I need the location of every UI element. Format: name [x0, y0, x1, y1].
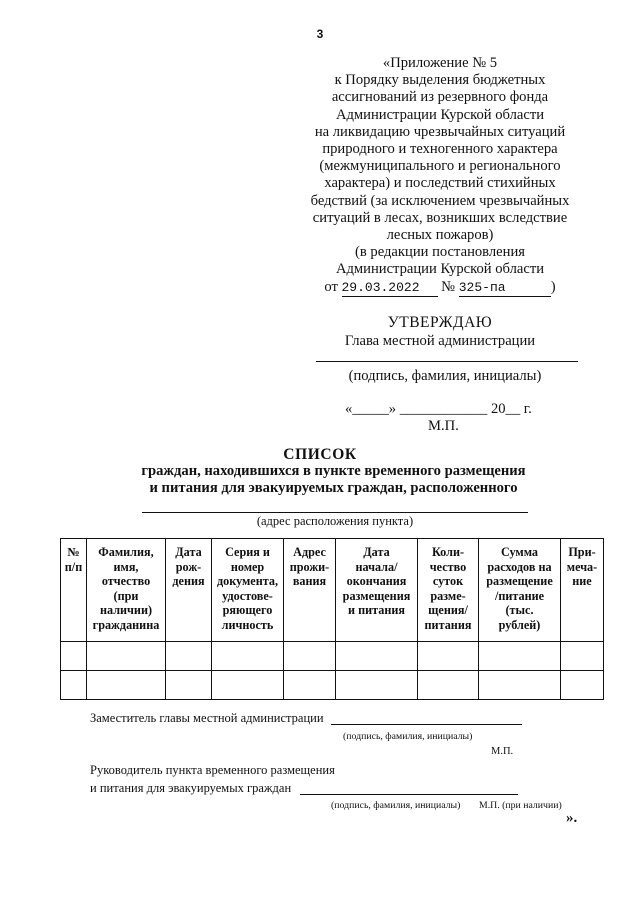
appendix-line: Администрации Курской области [335, 261, 545, 278]
column-header: Дата рож- дения [166, 539, 212, 642]
table-cell [87, 642, 166, 671]
table-cell [284, 642, 336, 671]
closing-quote: ». [566, 810, 578, 826]
appendix-line: (межмуниципального и регионального [319, 158, 561, 175]
table-cell [166, 642, 212, 671]
head-label-line2: и питания для эвакуируемых граждан [90, 781, 292, 795]
head-label-line1: Руководитель пункта временного размещения [90, 763, 335, 777]
appendix-line: на ликвидацию чрезвычайных ситуаций [314, 123, 566, 140]
table-cell [87, 671, 166, 700]
appendix-line: природного и техногенного характера [322, 141, 558, 158]
appendix-line: бедствий (за исключением чрезвычайных [310, 192, 570, 209]
column-header: Серия и номер документа, удостове- ряющего личность [212, 539, 284, 642]
approval-stamp: М.П. [428, 418, 459, 434]
deputy-stamp: М.П. [491, 746, 514, 757]
head-signature-hint: (подпись, фамилия, инициалы) [331, 800, 461, 811]
head-stamp: М.П. (при наличии) [479, 800, 562, 811]
closing-paren: ) [550, 278, 556, 295]
approval-position: Глава местной администрации [344, 333, 536, 349]
appendix-line: характера) и последствий стихийных [324, 175, 556, 192]
column-header: При- меча- ние [561, 539, 604, 642]
signature-hint: (подпись, фамилия, инициалы) [348, 368, 542, 384]
appendix-line: лесных пожаров) [386, 227, 494, 244]
table-row [61, 642, 604, 671]
column-header: Адрес прожи- вания [284, 539, 336, 642]
table-cell [212, 671, 284, 700]
appendix-line: ситуаций в лесах, возникших вследствие [312, 209, 568, 226]
deputy-signature-hint: (подпись, фамилия, инициалы) [343, 731, 473, 742]
table-cell [166, 671, 212, 700]
table-cell [418, 671, 479, 700]
table-row [61, 671, 604, 700]
signature-line [316, 361, 578, 362]
deputy-signature-line [331, 724, 522, 725]
appendix-lines [290, 55, 590, 279]
appendix-date-line [290, 279, 590, 297]
appendix-block [290, 55, 590, 297]
table-cell [479, 671, 561, 700]
table-cell [336, 671, 418, 700]
appendix-line: к Порядку выделения бюджетных [334, 72, 546, 89]
list-subtitle-line: и питания для эвакуируемых граждан, расположенного [149, 480, 518, 496]
list-title: СПИСОК [283, 446, 357, 463]
appendix-line: ассигнований из резервного фонда [331, 89, 549, 106]
resolution-date: 29.03.2022 [342, 279, 438, 297]
column-header: Сумма расходов на размещение /питание (тыс. рублей) [479, 539, 561, 642]
date-prefix: от [324, 278, 338, 295]
head-signature-line [300, 794, 518, 795]
table-cell [284, 671, 336, 700]
appendix-line: «Приложение № 5 [382, 55, 498, 71]
table-cell [336, 642, 418, 671]
column-header: Фамилия, имя, отчество (при наличии) гражданина [87, 539, 166, 642]
approval-date: «_____» ____________ 20__ г. [345, 401, 532, 417]
table-cell [212, 642, 284, 671]
table-cell [479, 642, 561, 671]
list-subtitle-line: граждан, находившихся в пункте временного размещения [141, 463, 526, 479]
table-cell [61, 671, 87, 700]
list-subtitle [0, 463, 640, 497]
table-body [61, 642, 604, 700]
approval-title: УТВЕРЖДАЮ [387, 314, 493, 331]
number-prefix: № [441, 278, 456, 295]
citizens-table [60, 538, 604, 700]
column-header: № п/п [61, 539, 87, 642]
deputy-label: Заместитель главы местной администрации [90, 711, 324, 725]
address-line [142, 512, 528, 513]
appendix-line: (в редакции постановления [355, 244, 525, 261]
table-cell [61, 642, 87, 671]
address-hint: (адрес расположения пункта) [256, 514, 414, 528]
table-cell [561, 642, 604, 671]
table-cell [418, 642, 479, 671]
table-cell [561, 671, 604, 700]
resolution-number: 325-па [459, 279, 551, 297]
column-header: Коли- чество суток разме- щения/ питания [418, 539, 479, 642]
column-header: Дата начала/ окончания размещения и питания [336, 539, 418, 642]
appendix-line: Администрации Курской области [335, 106, 545, 123]
page-number: 3 [316, 27, 324, 41]
table-header-row [61, 539, 604, 642]
